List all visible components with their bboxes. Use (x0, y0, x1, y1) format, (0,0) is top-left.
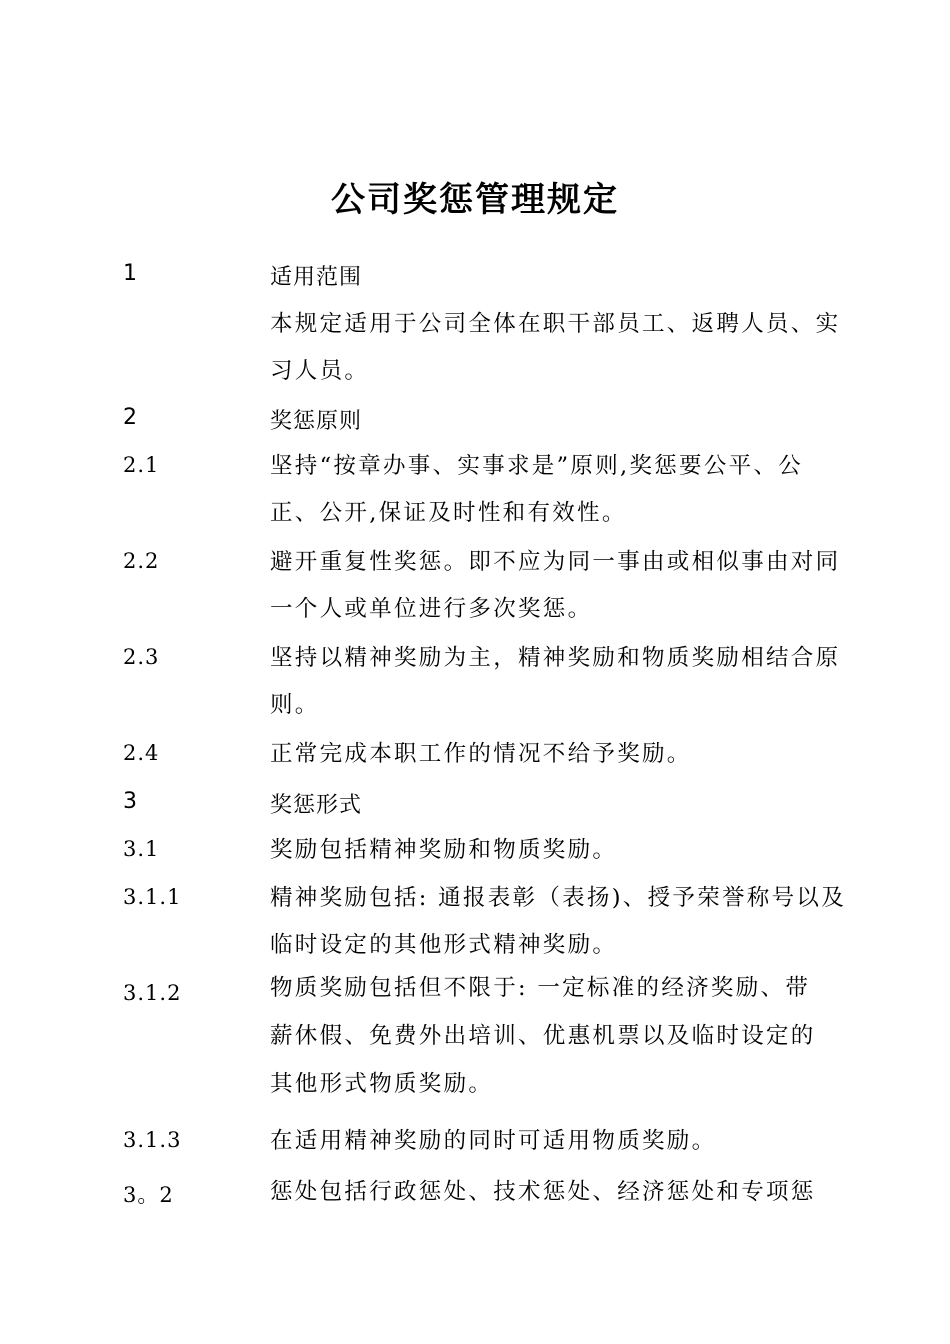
section-number: 2 (123, 405, 138, 430)
clause-number: 3。2 (123, 1183, 174, 1207)
section-heading: 奖惩形式 (270, 793, 363, 818)
document-title: 公司奖惩管理规定 (331, 180, 619, 220)
clause-text: 惩处包括行政惩处、技术惩处、经济惩处和专项惩 (270, 1179, 816, 1205)
clause-text: 避开重复性奖惩。即不应为同一事由或相似事由对同一个人或单位进行多次奖惩。 (270, 549, 841, 622)
clause-text: 坚持以精神奖励为主，精神奖励和物质奖励相结合原则。 (270, 645, 841, 718)
clause-text: 奖励包括精神奖励和物质奖励。 (270, 837, 618, 863)
clause-text: 精神奖励包括: 通报表彰（表扬)、授予荣誉称号以及临时设定的其他形式精神奖励。 (270, 885, 847, 958)
section-heading: 适用范围 (270, 265, 363, 290)
clause-number: 3.1.3 (123, 1128, 182, 1152)
clause-number: 2.2 (123, 549, 160, 573)
clause-number: 3.1.2 (123, 981, 182, 1005)
clause-text: 坚持“按章办事、实事求是”原则,奖惩要公平、公正、公开,保证及时性和有效性。 (270, 453, 804, 526)
clause-number: 2.1 (123, 453, 160, 477)
section-number: 3 (123, 789, 138, 814)
clause-text: 正常完成本职工作的情况不给予奖励。 (270, 741, 692, 767)
clause-text: 本规定适用于公司全体在职干部员工、返聘人员、实习人员。 (270, 311, 841, 384)
clause-number: 3.1 (123, 837, 160, 861)
clause-number: 2.3 (123, 645, 160, 669)
clause-number: 2.4 (123, 741, 160, 765)
clause-text: 在适用精神奖励的同时可适用物质奖励。 (270, 1128, 717, 1154)
section-number: 1 (123, 261, 138, 286)
section-heading: 奖惩原则 (270, 409, 363, 434)
clause-text: 物质奖励包括但不限于: 一定标准的经济奖励、带薪休假、免费外出培训、优惠机票以及临时设定的其他形式物质奖励。 (270, 975, 816, 1097)
clause-number: 3.1.1 (123, 885, 182, 909)
